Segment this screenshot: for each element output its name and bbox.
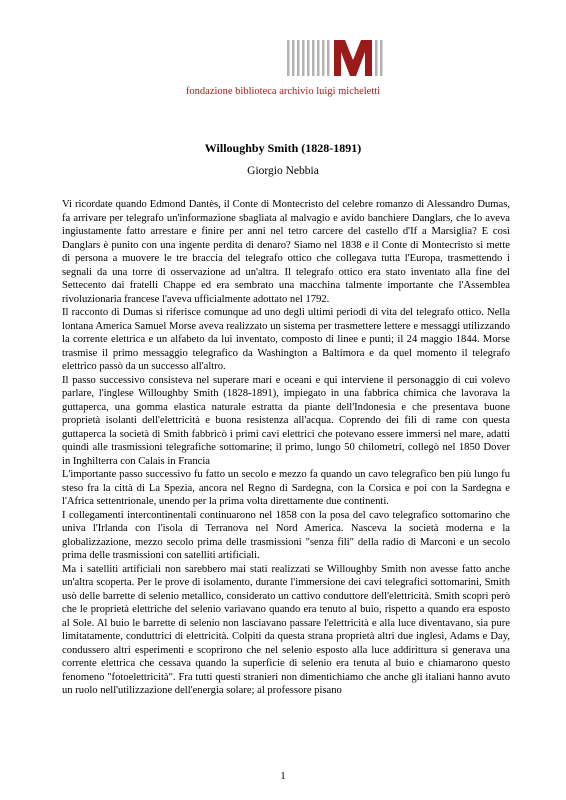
document-title: Willoughby Smith (1828-1891) bbox=[204, 141, 362, 155]
paragraph: L'importante passo successivo fu fatto un secolo e mezzo fa quando un cavo telegrafico ben più lungo fu steso fra la città di La Spezia, ancora nel Regno di Sardegna, con la Corsica e poi con la Sardegna e l'Africa settentrionale, unendo per la prima volta direttamente due continenti. bbox=[62, 469, 510, 507]
document-author: Giorgio Nebbia bbox=[247, 165, 319, 177]
paragraph: Vi ricordate quando Edmond Dantès, il Conte di Montecristo del celebre romanzo di Alessandro Dumas, fa arrivare per telegrafo un'informazione sbagliata al malvagio e avido banchiere Danglars, che lo aveva ingiustamente fatto arrestare e finire per anni nel tetro carcere del castello d'If a Marsiglia? E così Danglars è punito con una ingente perdita di denaro? Siamo nel 1838 e il Conte di Montecristo si mette di persona a muovere le tre braccia del telegrafo ottico che collegava tutta l'Europa, trasmettendo i segnali da una torre di osservazione ad un'altra. Il telegrafo ottico era stato inventato alla fine del Settecento dai fratelli Chappe ed era sembrato una macchina talmente importante che l'Assemblea rivoluzionaria francese l'aveva ufficialmente adottato nel 1792. bbox=[62, 199, 510, 305]
page-number: 1 bbox=[280, 771, 286, 782]
paragraph: I collegamenti intercontinentali continuarono nel 1858 con la posa del cavo telegrafico sottomarino che univa l'Irlanda con l'isola di Terranova nel Nord America. Nasceva la società moderna e la globalizzazione, mezzo secolo prima delle trasmissioni "senza fili" della radio di Marconi e un secolo prima delle trasmissioni con satelliti artificiali. bbox=[62, 509, 510, 561]
logo-caption: fondazione biblioteca archivio luigi micheletti bbox=[185, 86, 381, 97]
paragraph: Ma i satelliti artificiali non sarebbero mai stati realizzati se Willoughby Smith non avesse fatto anche un'altra scoperta. Per le prove di isolamento, durante l'immersione dei cavi telegrafici sottomarini, Smith usò delle barrette di selenio metallico, considerato un cattivo conduttore dell'elettricità. Smith scoprì però che le proprietà elettriche del selenio variavano quando era tenuto al buio, rispetto a quando era esposto al Sole. Al buio le barrette di selenio non lasciavano passare l'elettricità e alla luce diventavano, sia pure limitatamente, conduttrici di elettricità. Colpiti da questa strana proprietà altri due inglesi, Adams e Day, condussero altri esperimenti e scoprirono che nel selenio esposto alla luce addirittura si generava una corrente elettrica che cessava quando la superficie di selenio era tenuta al buio e chiamarono questo fenomeno "fotoelettricità". Fra tutti questi stranieri non dimentichiamo che anche gli italiani hanno avuto un ruolo nell'utilizzazione dell'energia solare; al professore pisano bbox=[62, 563, 510, 696]
paragraph: Il passo successivo consisteva nel superare mari e oceani e qui interviene il personaggio di cui volevo parlare, l'inglese Willoughby Smith (1828-1891), impiegato in una fabbrica chimica che lavorava la guttaperca, una gomma elastica naturale estratta da piante dell'Indonesia e che presentava buone proprietà isolanti dell'elettricità e buona resistenza all'acqua. Coprendo dei fili di rame con questa guttaperca la società di Smith fabbricò i primi cavi elettrici che potevano essere immersi nel mare, adatti quindi alle trasmissioni telegrafiche sottomarine; il primo, lungo 50 chilometri, collegò nel 1850 Dover in Inghilterra con Calais in Francia bbox=[62, 374, 510, 467]
article-body bbox=[62, 198, 510, 698]
paragraph: Il racconto di Dumas si riferisce comunque ad uno degli ultimi periodi di vita del telegrafo ottico. Nella lontana America Samuel Morse aveva realizzato un sistema per trasmettere lettere e messaggi utilizzando la corrente elettrica e un alfabeto da lui inventato, composto di linee e punti; il 24 maggio 1844. Morse trasmise il primo messaggio telegrafico da Washington a Baltimora e da quel momento il telegrafo elettrico passò da un successo all'altro. bbox=[62, 307, 510, 372]
foundation-logo-icon bbox=[287, 38, 385, 78]
